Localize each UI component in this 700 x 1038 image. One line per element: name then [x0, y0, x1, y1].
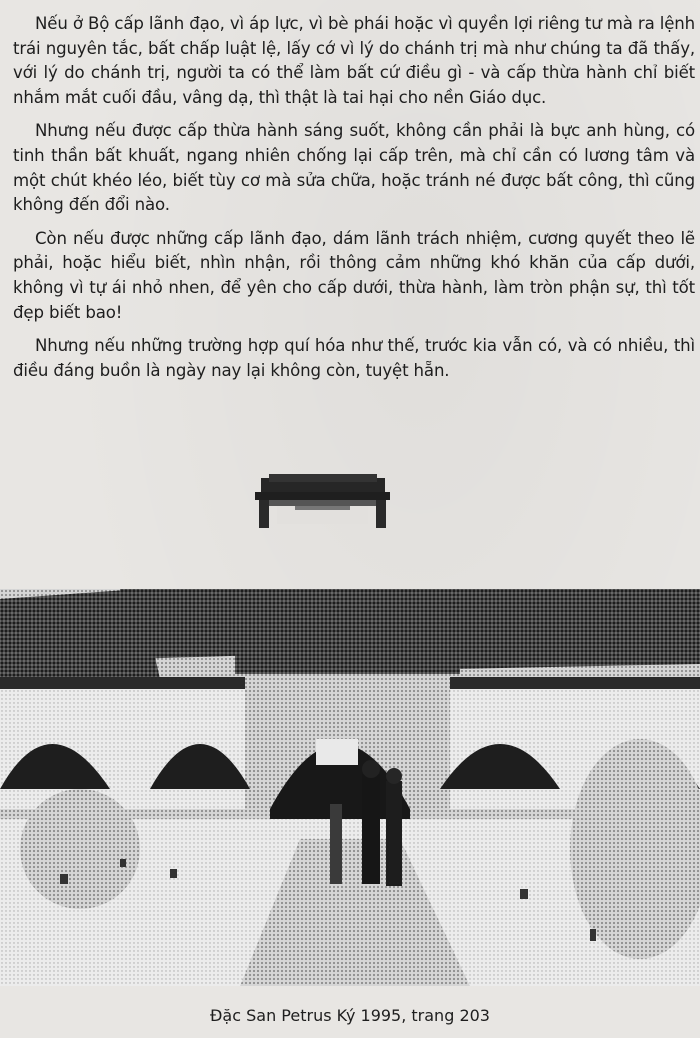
paragraph-3: Còn nếu được những cấp lãnh đạo, dám lãnh trách nhiệm, cương quyết theo lẽ phải, hoặc hiểu biết, nhìn nhận, rồi thông cảm những khó khăn của cấp dưới, không vì tự ái nhỏ nhen, để yên cho cấp dưới, thừa hành, làm tròn phận sự, thì tốt đẹp biết bao!: [13, 228, 695, 322]
photo-caption: Đặc San Petrus Ký 1995, trang 203: [210, 1006, 490, 1025]
school-gate-photo: [0, 589, 700, 986]
paragraph-2: Nhưng nếu được cấp thừa hành sáng suốt, không cần phải là bực anh hùng, có tinh thần bất khuất, ngang nhiên chống lại cấp trên, mà chỉ cần có lương tâm và một chút khéo léo, biết tùy cơ mà sửa chữa, hoặc tránh né được bất công, thì cũng không đến đổi nào.: [13, 121, 695, 215]
paragraph-4: Nhưng nếu những trường hợp quí hóa như thế, trước kia vẫn có, và có nhiều, thì điều đáng buồn là ngày nay lại không còn, tuyệt hẵn.: [13, 336, 695, 380]
paragraph-1: Nếu ở Bộ cấp lãnh đạo, vì áp lực, vì bè phái hoặc vì quyền lợi riêng tư mà ra lệnh trái nguyên tắc, bất chấp luật lệ, lấy cớ vì lý do chánh trị mà như chúng ta đã thấy, với lý do chánh trị, người ta có thể làm bất cứ điều gì - và cấp thừa hành chỉ biết nhắm mắt cuối đầu, vâng dạ, thì thật là tai hại cho nền Giáo dục.: [13, 14, 695, 107]
gate-ornament-image: [255, 470, 390, 536]
article-text: [13, 12, 695, 383]
